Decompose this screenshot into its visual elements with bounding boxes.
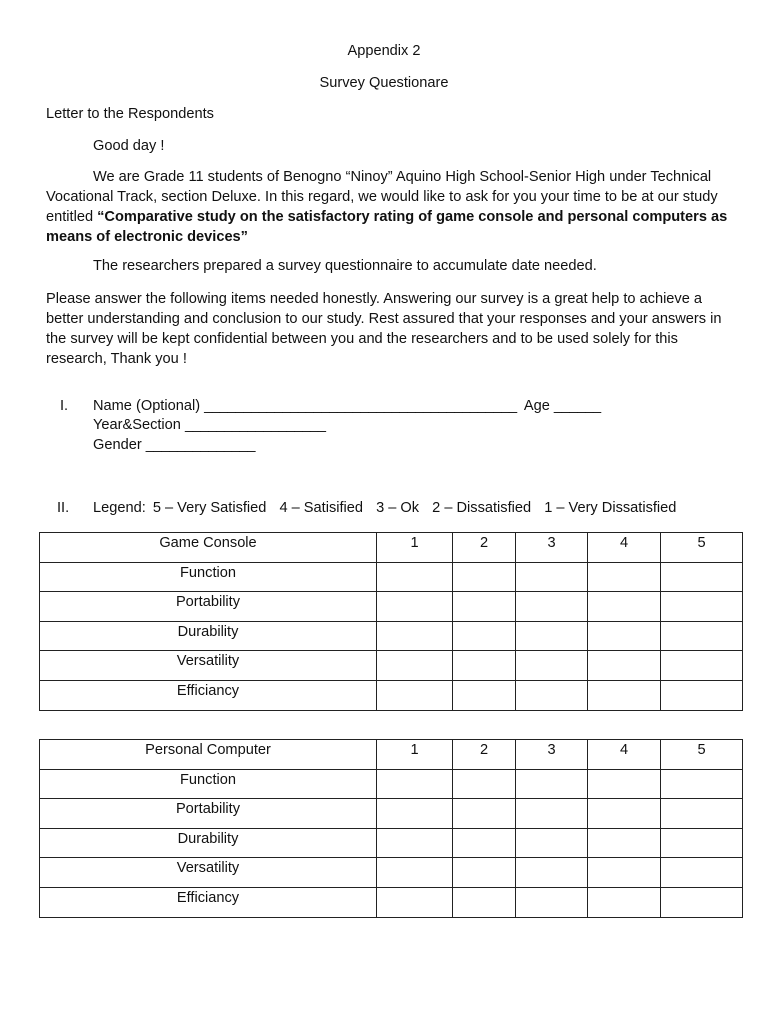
age-field[interactable]: ______: [553, 398, 601, 414]
page-title: Survey Questionare: [319, 75, 449, 91]
header-rating-2: 2: [453, 740, 516, 770]
header-rating-3: 3: [516, 740, 588, 770]
rating-cell[interactable]: [588, 651, 661, 681]
rating-cell[interactable]: [453, 680, 516, 710]
rating-cell[interactable]: [377, 858, 453, 888]
table-row: [40, 651, 743, 681]
rating-cell[interactable]: [661, 799, 743, 829]
criterion-versatility: Versatility: [40, 651, 377, 681]
rating-cell[interactable]: [516, 887, 588, 917]
rating-cell[interactable]: [377, 680, 453, 710]
age-label: Age: [523, 398, 550, 414]
legend-label: Legend:: [93, 500, 146, 516]
rating-cell[interactable]: [377, 621, 453, 651]
section-2-numeral: II.: [57, 500, 70, 516]
criterion-efficiancy: Efficiancy: [40, 680, 377, 710]
gender-label: Gender: [93, 437, 142, 453]
rating-cell[interactable]: [661, 858, 743, 888]
rating-cell[interactable]: [377, 592, 453, 622]
intro-paragraph: [46, 167, 736, 247]
rating-cell[interactable]: [516, 651, 588, 681]
year-section-row: [93, 417, 326, 433]
gender-row: [93, 437, 255, 453]
legend-item-1: 1 – Very Dissatisfied: [544, 500, 677, 516]
table-row: [40, 858, 743, 888]
rating-cell[interactable]: [377, 562, 453, 592]
criterion-portability: Portability: [40, 799, 377, 829]
rating-cell[interactable]: [453, 562, 516, 592]
rating-cell[interactable]: [661, 562, 743, 592]
table-row: [40, 562, 743, 592]
name-field[interactable]: ________________________________________: [204, 398, 517, 414]
researchers-paragraph: The researchers prepared a survey questionnaire to accumulate date needed.: [93, 258, 597, 274]
legend-item-3: 3 – Ok: [376, 500, 420, 516]
rating-cell[interactable]: [516, 621, 588, 651]
rating-cell[interactable]: [588, 828, 661, 858]
rating-cell[interactable]: [516, 592, 588, 622]
intro-text: We are Grade 11 students of Benogno “Ninoy” Aquino High School-Senior High under Technical Vocational Track, section Deluxe. In this regard, we would like to ask for you your time to be at our study entitled: [46, 169, 718, 225]
table-row: [40, 799, 743, 829]
rating-cell[interactable]: [453, 799, 516, 829]
header-rating-5: 5: [661, 533, 743, 563]
rating-cell[interactable]: [661, 887, 743, 917]
rating-cell[interactable]: [588, 562, 661, 592]
instructions-paragraph: Please answer the following items needed honestly. Answering our survey is a great help to achieve a better understanding and conclusion to our study. Rest assured that your responses and your answers in the survey will be kept confidential between you and the researchers and to be used solely for this research, Thank you !: [46, 291, 722, 367]
rating-cell[interactable]: [453, 621, 516, 651]
rating-cell[interactable]: [377, 887, 453, 917]
legend-item-4: 4 – Satisified: [279, 500, 364, 516]
table-row: [40, 828, 743, 858]
criterion-function: Function: [40, 562, 377, 592]
rating-cell[interactable]: [661, 680, 743, 710]
rating-cell[interactable]: [377, 799, 453, 829]
header-rating-4: 4: [588, 740, 661, 770]
criterion-function: Function: [40, 769, 377, 799]
rating-cell[interactable]: [516, 680, 588, 710]
game-console-table: [39, 532, 743, 711]
rating-cell[interactable]: [588, 592, 661, 622]
rating-cell[interactable]: [661, 769, 743, 799]
rating-cell[interactable]: [588, 680, 661, 710]
header-rating-1: 1: [377, 533, 453, 563]
legend-item-2: 2 – Dissatisfied: [432, 500, 532, 516]
rating-cell[interactable]: [516, 828, 588, 858]
header-rating-3: 3: [516, 533, 588, 563]
rating-cell[interactable]: [377, 651, 453, 681]
table-row: [40, 592, 743, 622]
rating-cell[interactable]: [516, 858, 588, 888]
header-rating-5: 5: [661, 740, 743, 770]
rating-cell[interactable]: [377, 828, 453, 858]
rating-cell[interactable]: [377, 769, 453, 799]
rating-cell[interactable]: [588, 799, 661, 829]
legend: [93, 500, 676, 516]
header-rating-4: 4: [588, 533, 661, 563]
year-section-field[interactable]: __________________: [184, 417, 326, 433]
table-header-row: [40, 533, 743, 563]
rating-cell[interactable]: [661, 651, 743, 681]
criterion-portability: Portability: [40, 592, 377, 622]
section-1-numeral: I.: [60, 398, 69, 414]
gender-field[interactable]: ______________: [145, 437, 256, 453]
letter-heading: Letter to the Respondents: [46, 106, 214, 122]
rating-cell[interactable]: [516, 799, 588, 829]
year-section-label: Year&Section: [93, 417, 181, 433]
rating-cell[interactable]: [661, 621, 743, 651]
table-row: [40, 887, 743, 917]
criterion-durability: Durability: [40, 621, 377, 651]
greeting: Good day !: [93, 138, 165, 154]
rating-cell[interactable]: [453, 858, 516, 888]
name-row: [93, 398, 601, 414]
criterion-durability: Durability: [40, 828, 377, 858]
rating-cell[interactable]: [516, 562, 588, 592]
rating-cell[interactable]: [588, 769, 661, 799]
rating-cell[interactable]: [453, 887, 516, 917]
rating-cell[interactable]: [453, 769, 516, 799]
criterion-versatility: Versatility: [40, 858, 377, 888]
rating-cell[interactable]: [588, 858, 661, 888]
study-title: “Comparative study on the satisfactory rating of game console and personal computers as means of electronic devices”: [46, 209, 728, 245]
header-rating-2: 2: [453, 533, 516, 563]
rating-cell[interactable]: [588, 621, 661, 651]
rating-cell[interactable]: [453, 828, 516, 858]
name-label: Name (Optional): [93, 398, 201, 414]
table-row: [40, 769, 743, 799]
header-rating-1: 1: [377, 740, 453, 770]
rating-cell[interactable]: [661, 828, 743, 858]
rating-cell[interactable]: [588, 887, 661, 917]
legend-item-5: 5 – Very Satisfied: [152, 500, 267, 516]
table-row: [40, 621, 743, 651]
header-game-console: Game Console: [40, 533, 377, 563]
personal-computer-table: [39, 739, 743, 918]
appendix-label: Appendix 2: [347, 43, 421, 59]
rating-cell[interactable]: [453, 651, 516, 681]
table-row: [40, 680, 743, 710]
header-personal-computer: Personal Computer: [40, 740, 377, 770]
table-header-row: [40, 740, 743, 770]
criterion-efficiancy: Efficiancy: [40, 887, 377, 917]
rating-cell[interactable]: [661, 592, 743, 622]
rating-cell[interactable]: [453, 592, 516, 622]
rating-cell[interactable]: [516, 769, 588, 799]
